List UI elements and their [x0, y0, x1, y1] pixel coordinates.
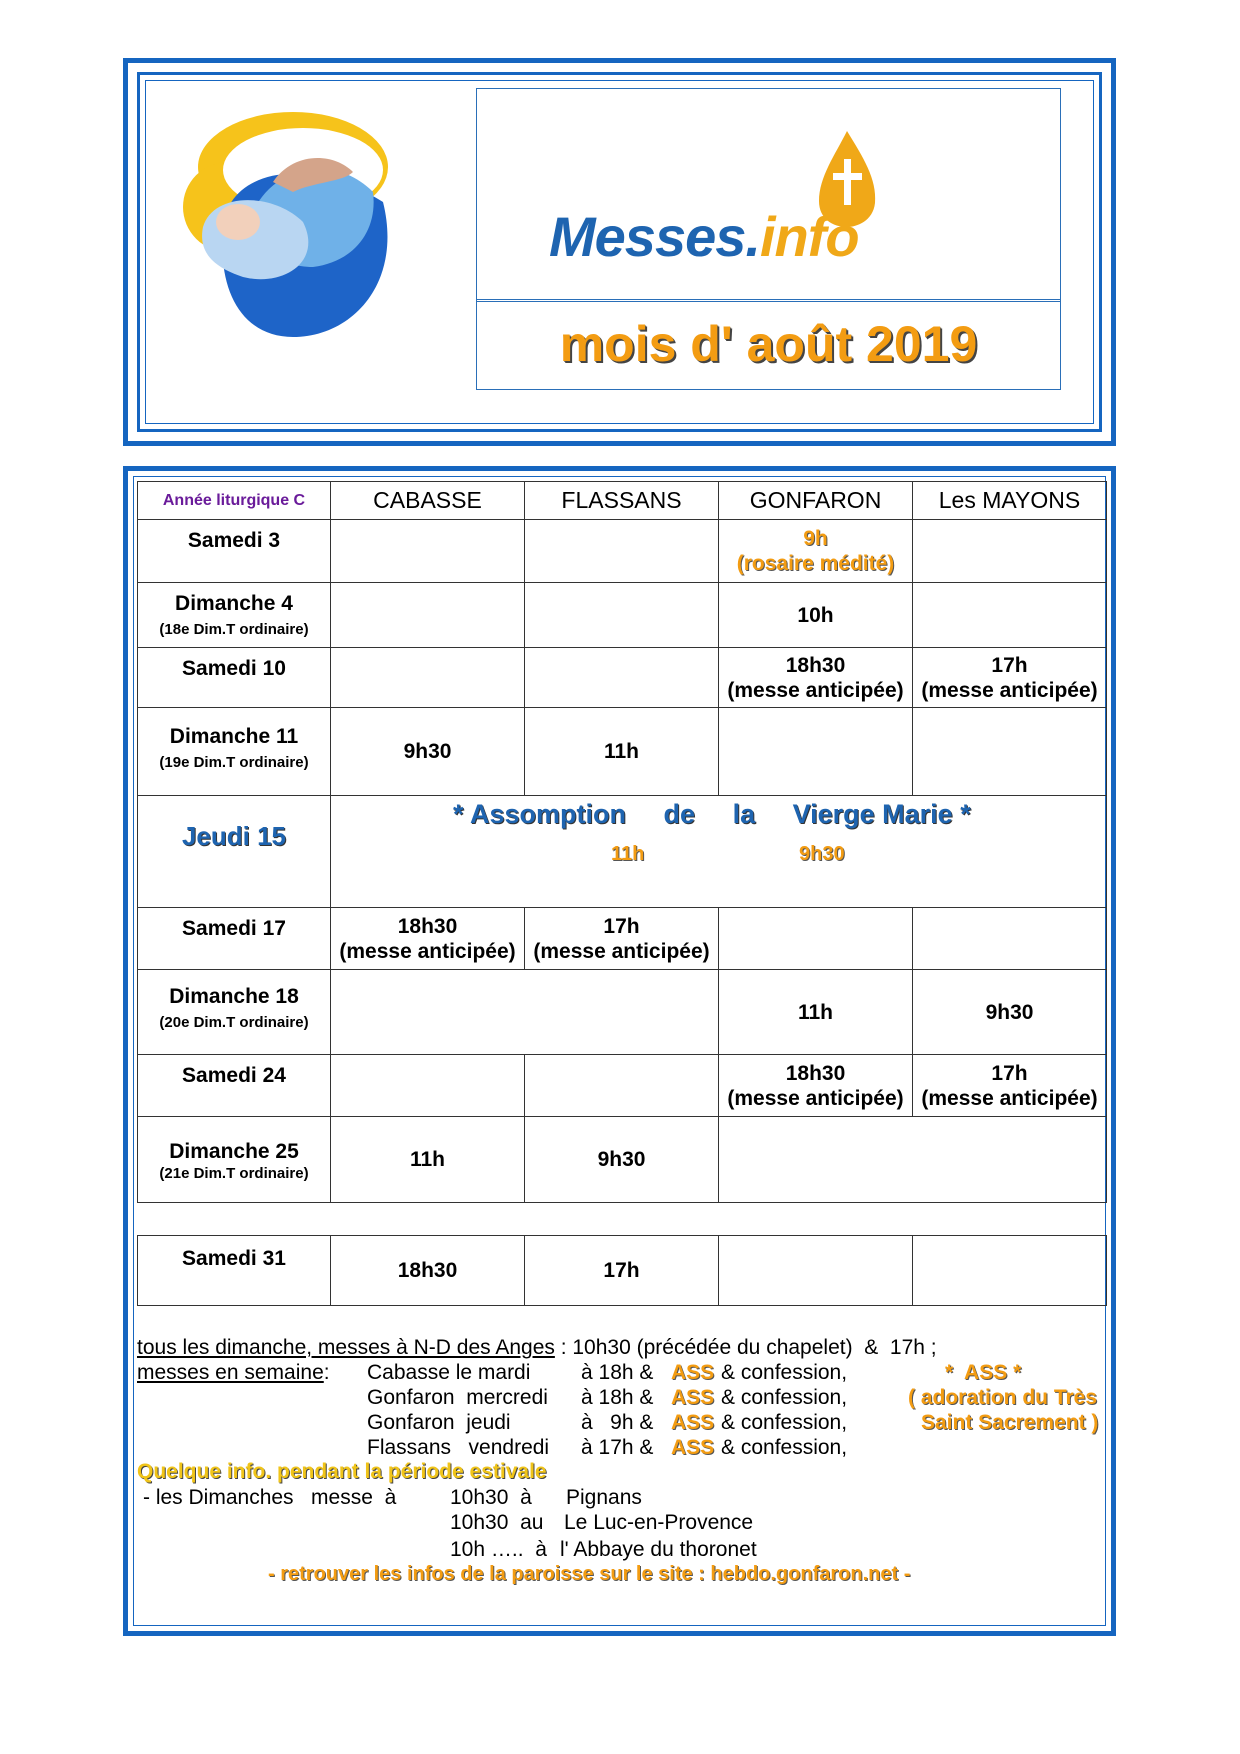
ass-note-line-1: * ASS * [945, 1361, 1022, 1384]
mass-cell: 9h30 [913, 970, 1107, 1055]
schedule-table [137, 481, 1107, 1203]
summer-title: Quelque info. pendant la période estivale [137, 1460, 547, 1483]
weekday-line-place: Flassans vendredi [367, 1436, 550, 1459]
feast-title [453, 799, 971, 829]
mass-cell [719, 1236, 913, 1306]
mass-cell: 17h (messe anticipée) [525, 908, 719, 970]
mass-cell [913, 1236, 1107, 1306]
sunday-masses-text: : 10h30 (précédée du chapelet) & 17h ; [554, 1336, 937, 1359]
mass-cell [331, 970, 719, 1055]
summer-line-time: 10h30 au [450, 1511, 544, 1534]
mass-cell [719, 908, 913, 970]
weekday-line-time: à 18h & [581, 1361, 654, 1384]
weekday-line-rest: & confession, [721, 1361, 848, 1384]
table-row [138, 796, 1107, 908]
brand-box [476, 88, 1061, 390]
mass-cell [913, 708, 1107, 796]
summer-line-time: 10h30 à [450, 1486, 532, 1509]
column-header-les-mayons: Les MAYONS [913, 482, 1107, 520]
weekday-line-time: à 9h & [581, 1411, 654, 1434]
day-cell-subtitle: (20e Dim.T ordinaire) [159, 1014, 309, 1031]
mass-cell [719, 708, 913, 796]
feast-time-1: 11h [611, 843, 645, 865]
weekday-line-rest: & confession, [721, 1436, 848, 1459]
mass-cell: 9h (rosaire médité) [719, 520, 913, 583]
weekday-line-place: Gonfaron mercredi [367, 1386, 548, 1409]
ass-note-line-3: Saint Sacrement ) [921, 1411, 1099, 1434]
weekday-line-time: à 18h & [581, 1386, 654, 1409]
mass-cell [525, 1055, 719, 1117]
weekday-line-place: Cabasse le mardi [367, 1361, 531, 1384]
day-cell-subtitle: (19e Dim.T ordinaire) [159, 754, 309, 771]
brand-name [549, 204, 859, 269]
mass-cell: 18h30 [331, 1236, 525, 1306]
brand-name-part1: Messes. [549, 205, 760, 268]
day-cell: Dimanche 11 (19e Dim.T ordinaire) [138, 708, 331, 796]
day-cell: Samedi 3 [138, 520, 331, 583]
weekday-masses-colon: : [323, 1361, 330, 1384]
weekday-line-rest: & confession, [721, 1386, 848, 1409]
mass-cell: 9h30 [331, 708, 525, 796]
feast-title-word: la [732, 799, 756, 829]
mass-cell: 18h30 (messe anticipée) [331, 908, 525, 970]
weekday-line-time: à 17h & [581, 1436, 654, 1459]
summer-line-place: Pignans [566, 1486, 642, 1509]
table-row [138, 908, 1107, 970]
weekday-line-ass: ASS [671, 1361, 715, 1384]
weekday-line-ass: ASS [671, 1436, 715, 1459]
day-cell-subtitle: (18e Dim.T ordinaire) [159, 621, 309, 638]
mass-cell: 11h [525, 708, 719, 796]
ass-note-line-2: ( adoration du Très [908, 1386, 1098, 1409]
mass-cell: 11h [331, 1117, 525, 1203]
day-cell-subtitle: (21e Dim.T ordinaire) [159, 1165, 309, 1182]
day-cell: Samedi 10 [138, 648, 331, 708]
schedule-table-last [137, 1235, 1107, 1306]
table-row [138, 648, 1107, 708]
month-title: mois d' août 2019 [559, 316, 978, 372]
weekday-masses-label-line [137, 1361, 330, 1385]
summer-line-place: Le Luc-en-Provence [564, 1511, 754, 1534]
table-row [138, 1236, 1107, 1306]
website-line: - retrouver les infos de la paroisse sur le site : hebdo.gonfaron.net - [268, 1563, 911, 1585]
mass-cell: 17h (messe anticipée) [913, 648, 1107, 708]
mass-cell [913, 908, 1107, 970]
day-cell: Samedi 31 [138, 1236, 331, 1306]
weekday-line-place: Gonfaron jeudi [367, 1411, 511, 1434]
column-header-cabasse: CABASSE [331, 482, 525, 520]
brand-name-part2: info [759, 205, 859, 268]
mass-cell: 17h (messe anticipée) [913, 1055, 1107, 1117]
feast-title-word: de [663, 799, 696, 829]
column-header-gonfaron: GONFARON [719, 482, 913, 520]
mass-cell: 17h [525, 1236, 719, 1306]
mass-cell: 18h30 (messe anticipée) [719, 648, 913, 708]
summer-line-lead: - les Dimanches messe à [143, 1486, 397, 1509]
mass-cell: 10h [719, 583, 913, 648]
column-header-liturgical-year: Année liturgique C [138, 482, 331, 520]
weekday-masses-label: messes en semaine [137, 1361, 324, 1384]
mass-cell: 9h30 [525, 1117, 719, 1203]
day-cell: Dimanche 4 (18e Dim.T ordinaire) [138, 583, 331, 648]
day-cell: Dimanche 18 (20e Dim.T ordinaire) [138, 970, 331, 1055]
day-cell: Dimanche 25 (21e Dim.T ordinaire) [138, 1117, 331, 1203]
day-cell: Samedi 24 [138, 1055, 331, 1117]
mass-cell [913, 520, 1107, 583]
mass-cell [525, 648, 719, 708]
weekday-line-ass: ASS [671, 1386, 715, 1409]
mass-cell [331, 583, 525, 648]
table-row [138, 970, 1107, 1055]
mass-cell: 11h [719, 970, 913, 1055]
mass-cell [331, 648, 525, 708]
table-row [138, 1117, 1107, 1203]
mass-cell [913, 583, 1107, 648]
table-header-row [138, 482, 1107, 520]
column-header-flassans: FLASSANS [525, 482, 719, 520]
mass-cell [525, 520, 719, 583]
day-cell: Jeudi 15 [138, 796, 331, 908]
mass-cell [525, 583, 719, 648]
feast-time-2: 9h30 [799, 843, 845, 865]
mass-cell: 18h30 (messe anticipée) [719, 1055, 913, 1117]
table-row [138, 1055, 1107, 1117]
summer-line-time: 10h ….. à [450, 1538, 547, 1561]
mass-cell [331, 520, 525, 583]
mass-cell [719, 1117, 1107, 1203]
summer-line-place: l' Abbaye du thoronet [560, 1538, 757, 1561]
sunday-masses-label: tous les dimanche, messes à N-D des Anges [137, 1336, 555, 1359]
sunday-masses-line [137, 1336, 937, 1360]
feast-title-word: * Assomption [453, 799, 627, 829]
table-row [138, 708, 1107, 796]
mass-cell [331, 1055, 525, 1117]
table-row [138, 520, 1107, 583]
feast-cell [331, 796, 1107, 908]
madonna-logo [183, 112, 413, 342]
weekday-line-ass: ASS [671, 1411, 715, 1434]
feast-title-word: Vierge Marie * [792, 799, 971, 829]
day-cell: Samedi 17 [138, 908, 331, 970]
weekday-line-rest: & confession, [721, 1411, 848, 1434]
table-row [138, 583, 1107, 648]
